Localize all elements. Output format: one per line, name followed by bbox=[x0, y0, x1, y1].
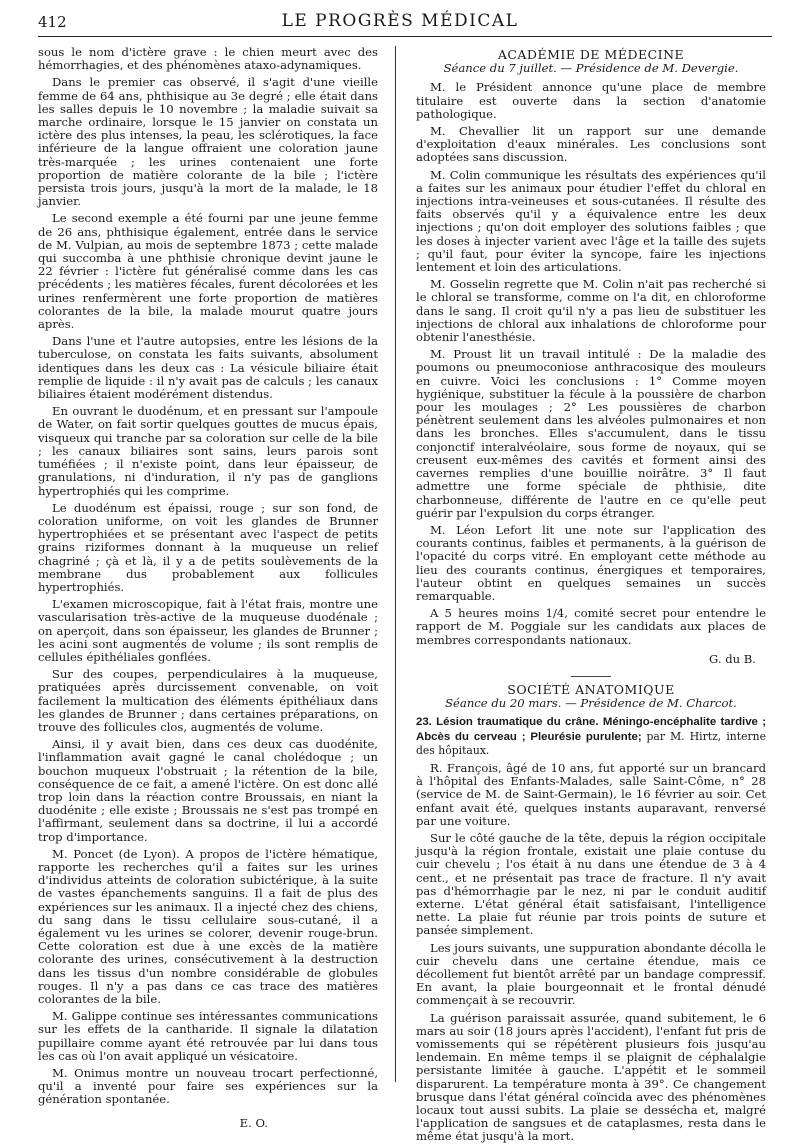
section-separator bbox=[571, 676, 611, 677]
paragraph: Les jours suivants, une suppuration abondante décolla le cuir chevelu dans une certaine étendue, mais ce décollement fut bientôt arrêté par un bandage compressif. En avant, la plaie bourgeonnait et le frontal dénudé commençait à se recouvrir. bbox=[416, 940, 766, 1008]
paragraph: Sur des coupes, perpendiculaires à la muqueuse, pratiquées après durcissement convenable, on voit facilement la multication des éléments épithéliaux dans les glandes de Brunner ; dans certaines préparations, on trouve des follicules clos, augmentés de volume. bbox=[38, 667, 378, 734]
paragraph: M. Chevallier lit un rapport sur une demande d'exploitation d'eaux minérales. Les conclusions sont adoptées sans discussion. bbox=[416, 124, 766, 165]
case-author: par M. Hirtz, interne des hôpitaux. bbox=[416, 729, 766, 757]
paragraph: sous le nom d'ictère grave : le chien meurt avec des hémorrhagies, et des phénomènes ataxo-adynamiques. bbox=[38, 45, 378, 73]
page-number: 412 bbox=[38, 13, 67, 31]
case-heading bbox=[416, 716, 766, 758]
signature: E. O. bbox=[239, 1115, 268, 1130]
paragraph: Dans le premier cas observé, il s'agit d'une vieille femme de 64 ans, phthisique au 3e degré ; elle était dans les salles depuis le 10 novembre ; la maladie suivait sa marche ordinaire, lorsque le 15 janvier on constata un ictère des plus intenses, la peau, les sclérotiques, la face inférieure de la langue offraient une coloration jaune très-marquée ; les urines contenaient une forte proportion de matière colorante de la bile ; l'ictère persista trois jours, jusqu'à la mort de la malade, le 18 janvier. bbox=[38, 75, 378, 209]
case-title: 23. Lésion traumatique du crâne. Méningo-encéphalite tardive ; Abcès du cerveau ; Pleurésie purulente; bbox=[416, 716, 766, 743]
paragraph: L'examen microscopique, fait à l'état frais, montre une vascularisation très-active de la muqueuse duodénale ; on aperçoit, dans son épaisseur, les glandes de Brunner ; les acini sont augmentés de volume ; ils sont remplis de cellules épithéliales gonflées. bbox=[38, 597, 378, 664]
column-divider bbox=[395, 46, 396, 1082]
section-title-societe: SOCIÉTÉ ANATOMIQUE bbox=[507, 681, 675, 697]
paragraph: M. Léon Lefort lit une note sur l'application des courants continus, faibles et permanents, à la guérison de l'opacité du corps vitré. En employant cette méthode au lieu des courants continus, énergiques et temporaires, l'auteur obtint en quelques semaines un succès remarquable. bbox=[416, 522, 766, 603]
session-line: Séance du 7 juillet. — Présidence de M. Devergie. bbox=[443, 61, 739, 76]
session-line: Séance du 20 mars. — Présidence de M. Charcot. bbox=[445, 696, 737, 711]
right-column bbox=[416, 46, 766, 1144]
paragraph: M. Onimus montre un nouveau trocart perfectionné, qu'il a inventé pour faire ses expériences sur la génération spontanée. bbox=[38, 1066, 378, 1107]
paragraph: M. Galippe continue ses intéressantes communications sur les effets de la cantharide. Il signale la dilatation pupillaire comme ayant été retrouvée par lui dans tous les cas où l'on avait appliqué un vésicatoire. bbox=[38, 1009, 378, 1063]
paragraph: Sur le côté gauche de la tête, depuis la région occipitale jusqu'à la région frontale, existait une plaie contuse du cuir chevelu ; l'os était à nu dans une étendue de 3 à 4 cent., et ne présentait pas trace de fracture. Il n'y avait pas d'hémorrhagie par le nez, ni par le conduit auditif externe. L'état général était satisfaisant, l'intelligence nette. La plaie fut réunie par trois points de suture et pansée simplement. bbox=[416, 830, 766, 938]
running-title: LE PROGRÈS MÉDICAL bbox=[281, 11, 519, 31]
paragraph: M. Poncet (de Lyon). A propos de l'ictère hématique, rapporte les recherches qu'il a faites sur les urines d'individus atteints de coloration subictérique, à la suite de vastes épanchements sanguins. Il a fait de plus des expériences sur les animaux. Il a injecté chez des chiens, du sang dans le tissu cellulaire sous-cutané, il a également vu les urines se colorer, devenir rouge-brun. Cette coloration est due à une excès de la matière colorante des urines, consécutivement à la destruction dans les tissus d'un nombre considérable de globules rouges. Il n'y a pas dans ce cas trace des matières colorantes de la bile. bbox=[38, 846, 378, 1007]
paragraph: Le second exemple a été fourni par une jeune femme de 26 ans, phthisique également, entrée dans le service de M. Vulpian, au mois de septembre 1873 ; cette malade qui succomba à une phthisie chronique devint jaune le 22 février : l'ictère fut généralisé comme dans les cas précédents ; les matières fécales, furent décolorées et les urines renfermèrent une forte proportion de matières colorantes de la bile, la malade mourut quatre jours après. bbox=[38, 211, 378, 332]
left-column bbox=[38, 45, 378, 1130]
paragraph: A 5 heures moins 1/4, comité secret pour entendre le rapport de M. Poggiale sur les candidats aux places de membres correspondants nationaux. bbox=[416, 606, 766, 647]
section-title-academie: ACADÉMIE DE MÉDECINE bbox=[497, 47, 685, 62]
signature: G. du B. bbox=[709, 651, 756, 666]
paragraph: Le duodénum est épaissi, rouge ; sur son fond, de coloration uniforme, on voit les glandes de Brunner hypertrophiées et se présentant avec l'aspect de petits grains riziformes donnant à la muqueuse un relief chagriné ; çà et là, il y a de petits soulèvements de la membrane dus probablement aux follicules hypertrophiés. bbox=[38, 500, 378, 594]
paragraph: En ouvrant le duodénum, et en pressant sur l'ampoule de Water, on fait sortir quelques gouttes de mucus épais, visqueux qui tranche par sa coloration sur celle de la bile ; les canaux biliaires sont sains, leurs parois sont tuméfiées ; il n'existe point, dans leur épaisseur, de granulations, ni d'induration, il n'y pas de ganglions hypertrophiés qui les comprime. bbox=[38, 404, 378, 498]
paragraph: M. le Président annonce qu'une place de membre titulaire est ouverte dans la section d'anatomie pathologique. bbox=[416, 80, 766, 121]
page-header bbox=[0, 0, 800, 40]
paragraph: M. Proust lit un travail intitulé : De la maladie des poumons ou pneumoconiose anthracosique des mouleurs en cuivre. Voici les conclusions : 1° Comme moyen hygiénique, substituer la fécule à la poussière de charbon pour les moulages ; 2° Les poussières de charbon pénètrent seulement dans les alvéoles pulmonaires et non dans les bronches. Elles s'accumulent, dans le tissu conjonctif interalvéolaire, sous forme de noyaux, qui se creusent eux-mêmes des cavités et forment ainsi des cavernes remplies d'une bouillie noirâtre. 3° Il faut admettre une forme spéciale de phthisie, dite charbonneuse, différente de l'autre en ce qu'elle peut guérir par l'expulsion du corps étranger. bbox=[416, 347, 766, 520]
paragraph: M. Colin communique les résultats des expériences qu'il a faites sur les animaux pour étudier l'effet du chloral en injections intra-veineuses et sous-cutanées. Il résulte des faits observés qu'il y a équivalence entre les deux injections ; qu'on doit employer des solutions faibles ; que les doses à injecter varient avec l'âge et la taille des sujets ; qu'il faut, pour éviter la syncope, faire les injections lentement et loin des articulations. bbox=[416, 167, 766, 275]
paragraph: Ainsi, il y avait bien, dans ces deux cas duodénite, l'inflammation avait gagné le canal cholédoque ; un bouchon muqueux l'obstruait ; la rétention de la bile, conséquence de ce fait, a amené l'ictère. On est donc allé trop loin dans la réaction contre Broussais, en niant la duodénite ; elle existe ; Broussais ne s'est pas trompé en l'affirmant, seulement dans sa doctrine, il lui a accordé trop d'importance. bbox=[38, 737, 378, 844]
paragraph: La guérison paraissait assurée, quand subitement, le 6 mars au soir (18 jours après l'accident), l'enfant fut pris de vomissements qui se répétèrent plusieurs fois jusqu'au lendemain. En même temps il se plaignit de céphalalgie persistante limitée à gauche. L'appétit et le sommeil disparurent. La température monta à 39°. Ce changement brusque dans l'état général coïncida avec des phénomènes locaux tout aussi subits. La plaie se dessécha et, malgré l'application de sangsues et de cataplasmes, resta dans le même état jusqu'à la mort. bbox=[416, 1010, 766, 1144]
paragraph: Dans l'une et l'autre autopsies, entre les lésions de la tuberculose, on constata les faits suivants, absolument identiques dans les deux cas : La vésicule biliaire était remplie de liquide : il n'y avait pas de calculs ; les canaux biliaires étaient modérément distendus. bbox=[38, 334, 378, 402]
paragraph: R. François, âgé de 10 ans, fut apporté sur un brancard à l'hôpital des Enfants-Malades, salle Saint-Côme, n° 28 (service de M. de Saint-Germain), le 16 février au soir. Cet enfant avait été, quelques instants auparavant, renversé par une voiture. bbox=[416, 760, 766, 828]
paragraph: M. Gosselin regrette que M. Colin n'ait pas recherché si le chloral se transforme, comme on l'a dit, en chloroforme dans le sang. Il croit qu'il n'y a pas lieu de substituer les injections de chloral aux inhalations de chloroforme pour obtenir l'anesthésie. bbox=[416, 277, 766, 345]
header-rule bbox=[38, 36, 772, 37]
